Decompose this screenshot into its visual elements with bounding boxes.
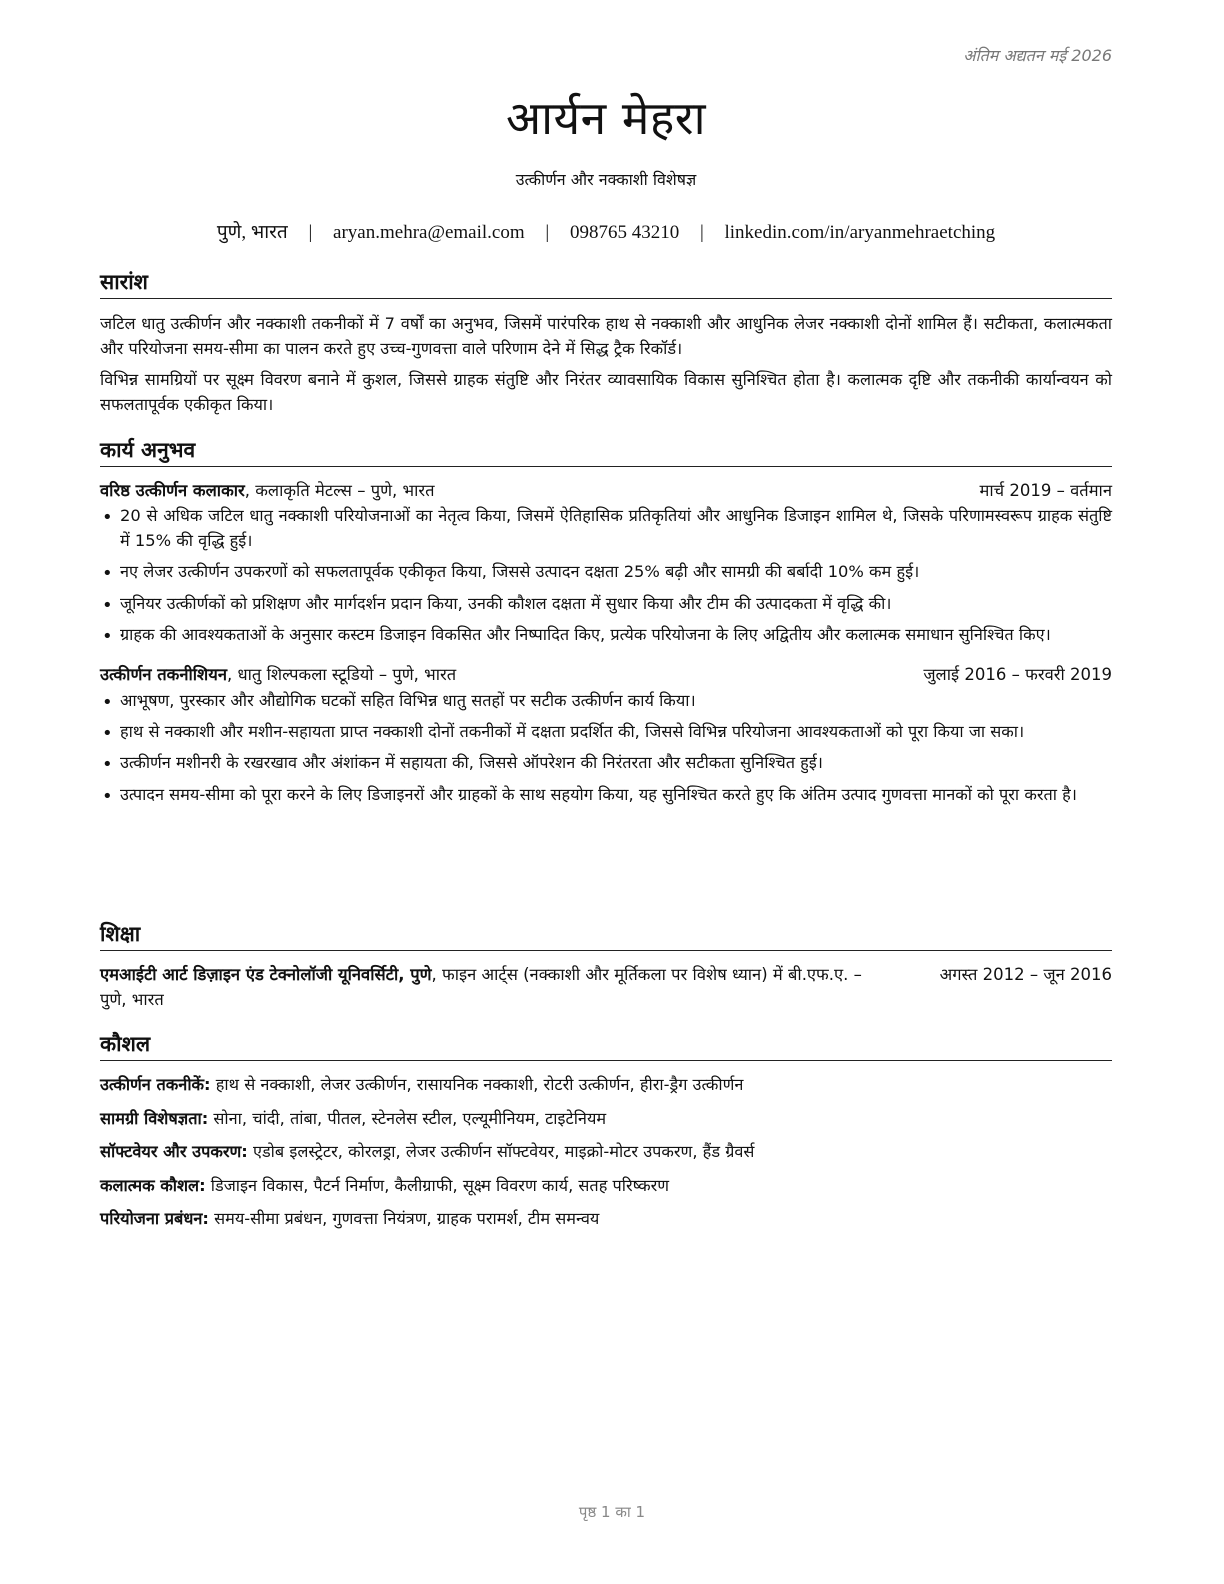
job-dates: मार्च 2019 – वर्तमान bbox=[979, 481, 1112, 501]
job-bullet: • आभूषण, पुरस्कार और औद्योगिक घटकों सहित विभिन्न धातु सतहों पर सटीक उत्कीर्णन कार्य किया। bbox=[120, 689, 1112, 713]
skill-line bbox=[100, 1140, 1112, 1164]
skill-line bbox=[100, 1207, 1112, 1231]
contact-phone: 098765 43210 bbox=[569, 222, 680, 243]
education-dates: अगस्त 2012 – जून 2016 bbox=[939, 965, 1112, 985]
candidate-title: उत्कीर्णन और नक्काशी विशेषज्ञ bbox=[515, 170, 697, 189]
contact-separator: | bbox=[699, 222, 704, 243]
contact-separator: | bbox=[308, 222, 313, 243]
skill-value: एडोब इलस्ट्रेटर, कोरलड्रा, लेजर उत्कीर्णन सॉफ्टवेयर, माइक्रो-मोटर उपकरण, हैंड ग्रैवर्स bbox=[247, 1142, 755, 1162]
skill-line bbox=[100, 1107, 1112, 1131]
job-bullet: • जूनियर उत्कीर्णकों को प्रशिक्षण और मार्गदर्शन प्रदान किया, उनकी कौशल दक्षता में सुधार किया और टीम की उत्पादकता में वृद्धि की। bbox=[120, 592, 1112, 616]
skill-value: समय-सीमा प्रबंधन, गुणवत्ता नियंत्रण, ग्राहक परामर्श, टीम समन्वय bbox=[208, 1208, 600, 1228]
contact-location: पुणे, भारत bbox=[216, 222, 288, 243]
skill-label: कलात्मक कौशल: bbox=[100, 1175, 206, 1195]
contact-linkedin[interactable]: linkedin.com/in/aryanmehraetching bbox=[724, 222, 996, 243]
section-title-summary: सारांश bbox=[100, 270, 1112, 299]
skill-label: सामग्री विशेषज्ञता: bbox=[100, 1108, 209, 1128]
skill-value: हाथ से नक्काशी, लेजर उत्कीर्णन, रासायनिक नक्काशी, रोटरी उत्कीर्णन, हीरा-ड्रैग उत्कीर्णन bbox=[210, 1075, 744, 1095]
job-bullet: • हाथ से नक्काशी और मशीन-सहायता प्राप्त नक्काशी दोनों तकनीकों में दक्षता प्रदर्शित की, जिससे विभिन्न परियोजना आवश्यकताओं को पूरा किया जा सका। bbox=[120, 720, 1112, 744]
experience-section bbox=[100, 438, 1112, 814]
summary-paragraph: विभिन्न सामग्रियों पर सूक्ष्म विवरण बनाने में कुशल, जिससे ग्राहक संतुष्टि और निरंतर व्यावसायिक विकास सुनिश्चित होता है। कलात्मक दृष्टि और तकनीकी कार्यान्वयन को सफलतापूर्वक एकीकृत किया। bbox=[100, 369, 1112, 414]
job-bullet: • ग्राहक की आवश्यकताओं के अनुसार कस्टम डिजाइन विकसित और निष्पादित किए, प्रत्येक परियोजना के लिए अद्वितीय और कलात्मक समाधान सुनिश्चित किए। bbox=[120, 623, 1112, 647]
summary-paragraph: जटिल धातु उत्कीर्णन और नक्काशी तकनीकों में 7 वर्षों का अनुभव, जिसमें पारंपरिक हाथ से नक्काशी और आधुनिक लेजर नक्काशी दोनों शामिल हैं। सटीकता, कलात्मकता और परियोजना समय-सीमा का पालन करते हुए उच्च-गुणवत्ता वाले परिणाम देने में सिद्ध ट्रैक रिकॉर्ड। bbox=[100, 314, 1112, 359]
job-role: उत्कीर्णन तकनीशियन bbox=[100, 665, 228, 685]
job-header bbox=[100, 479, 1112, 502]
section-title-education: शिक्षा bbox=[100, 922, 1112, 951]
candidate-name: आर्यन मेहरा bbox=[505, 91, 706, 145]
resume-page bbox=[100, 0, 1112, 1584]
contact-separator: | bbox=[545, 222, 550, 243]
job-entry bbox=[100, 663, 1112, 807]
skill-label: उत्कीर्णन तकनीकें: bbox=[100, 1075, 211, 1095]
skill-label: सॉफ्टवेयर और उपकरण: bbox=[100, 1142, 248, 1162]
section-title-skills: कौशल bbox=[100, 1032, 1112, 1061]
education-detail: , फाइन आर्ट्स (नक्काशी और मूर्तिकला पर विशेष ध्यान) में बी.एफ.ए. – पुणे, भारत bbox=[100, 965, 862, 1009]
job-org: , धातु शिल्पकला स्टूडियो – पुणे, भारत bbox=[227, 665, 457, 685]
contact-email[interactable]: aryan.mehra@email.com bbox=[333, 222, 525, 243]
skill-value: सोना, चांदी, तांबा, पीतल, स्टेनलेस स्टील, एल्यूमीनियम, टाइटेनियम bbox=[208, 1108, 607, 1128]
job-bullets bbox=[100, 504, 1112, 647]
education-institution: एमआईटी आर्ट डिज़ाइन एंड टेक्नोलॉजी यूनिवर्सिटी, पुणे bbox=[100, 965, 432, 985]
job-bullets bbox=[100, 689, 1112, 808]
job-header bbox=[100, 663, 1112, 686]
skill-line bbox=[100, 1174, 1112, 1198]
job-bullet: • नए लेजर उत्कीर्णन उपकरणों को सफलतापूर्वक एकीकृत किया, जिससे उत्पादन दक्षता 25% बढ़ी और सामग्री की बर्बादी 10% कम हुई। bbox=[120, 560, 1112, 584]
job-bullet: • उत्पादन समय-सीमा को पूरा करने के लिए डिजाइनरों और ग्राहकों के साथ सहयोग किया, यह सुनिश्चित करते हुए कि अंतिम उत्पाद गुणवत्ता मानकों को पूरा करता है। bbox=[120, 783, 1112, 807]
summary-section bbox=[100, 270, 1112, 422]
page-number: पृष्ठ 1 का 1 bbox=[578, 1503, 646, 1521]
job-role: वरिष्ठ उत्कीर्णन कलाकार bbox=[100, 481, 245, 501]
job-bullet: • 20 से अधिक जटिल धातु नक्काशी परियोजनाओं का नेतृत्व किया, जिसमें ऐतिहासिक प्रतिकृतियां और आधुनिक डिजाइन शामिल थे, जिसके परिणामस्वरूप ग्राहक संतुष्टि में 15% की वृद्धि हुई। bbox=[120, 504, 1112, 553]
contact-line bbox=[100, 218, 1112, 244]
skill-value: डिजाइन विकास, पैटर्न निर्माण, कैलीग्राफी, सूक्ष्म विवरण कार्य, सतह परिष्करण bbox=[205, 1175, 670, 1195]
education-entry bbox=[100, 963, 1112, 1013]
skill-line bbox=[100, 1073, 1112, 1097]
job-org: , कलाकृति मेटल्स – पुणे, भारत bbox=[244, 481, 435, 501]
last-updated: अंतिम अद्यतन मई 2026 bbox=[963, 46, 1112, 65]
job-dates: जुलाई 2016 – फरवरी 2019 bbox=[923, 665, 1112, 685]
skill-label: परियोजना प्रबंधन: bbox=[100, 1208, 209, 1228]
education-section bbox=[100, 922, 1112, 1013]
job-bullet: • उत्कीर्णन मशीनरी के रखरखाव और अंशांकन में सहायता की, जिससे ऑपरेशन की निरंतरता और सटीकता सुनिश्चित हुई। bbox=[120, 751, 1112, 775]
section-title-experience: कार्य अनुभव bbox=[100, 438, 1112, 467]
skills-section bbox=[100, 1032, 1112, 1240]
job-entry bbox=[100, 479, 1112, 647]
